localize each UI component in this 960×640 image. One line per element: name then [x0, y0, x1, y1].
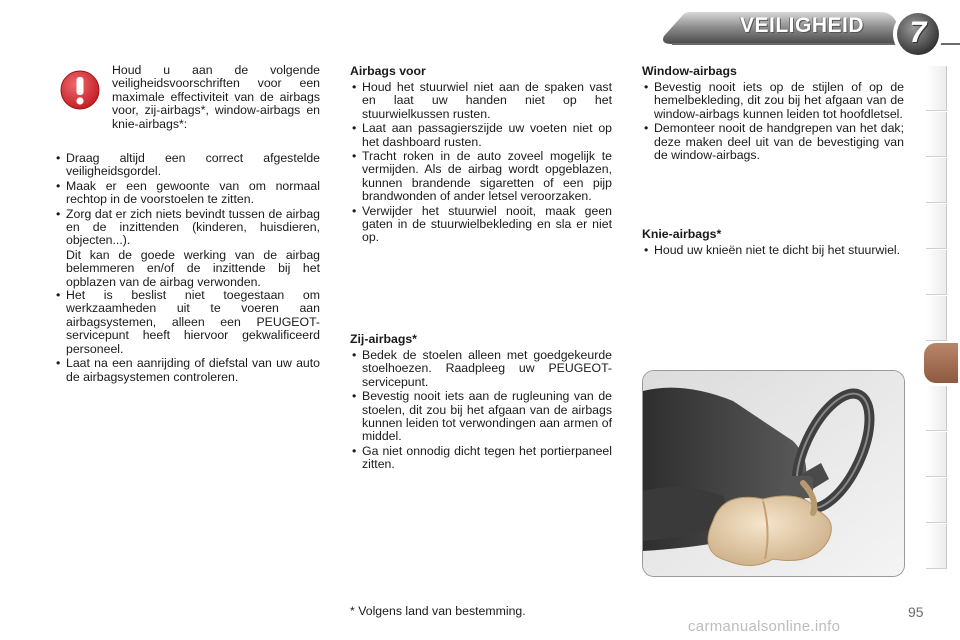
list-item: • Laat aan passagierszijde uw voeten niet op het dashboard rusten. — [350, 122, 612, 149]
chapter-title: VEILIGHEID — [739, 14, 864, 37]
chapter-tab[interactable] — [926, 478, 947, 523]
page-header — [0, 0, 960, 62]
chapter-tab-active[interactable] — [924, 343, 958, 383]
window-airbags-list — [642, 81, 904, 162]
watermark: carmanualsonline.info — [688, 618, 841, 635]
right-column — [642, 64, 904, 259]
list-item: • Bevestig nooit iets aan de rugleuning van de stoelen, dit zou bij het afgaan van de airbags kunnen leiden tot verwondingen aan armen of middel. — [350, 390, 612, 444]
list-item: • Draag altijd een correct afgestelde veiligheidsgordel. — [54, 152, 320, 179]
page-number: 95 — [908, 604, 924, 620]
chapter-tabs — [926, 66, 960, 576]
warning-block — [54, 64, 320, 150]
front-airbags-list — [350, 81, 612, 245]
warning-intro: Houd u aan de volgende veiligheidsvoorschriften voor een maximale effectiviteit van de airbags voor, zij-airbags*, window-airbags en knie-airbags*: — [112, 63, 320, 131]
chapter-tab[interactable] — [926, 158, 947, 203]
chapter-tab[interactable] — [926, 296, 947, 341]
chapter-tab[interactable] — [926, 66, 947, 111]
side-airbags-list — [350, 349, 612, 472]
list-item: • Verwijder het stuurwiel nooit, maak geen gaten in de stuurwielbekleding en sla er niet op. — [350, 205, 612, 245]
knee-airbag-illustration — [642, 370, 905, 577]
chapter-tab[interactable] — [926, 432, 947, 477]
list-item: • Bevestig nooit iets op de stijlen of op de hemelbekleding, dit zou bij het afgaan van de window-airbags kunnen leiden tot hoofdletsel. — [642, 81, 904, 121]
section-heading-side-airbags: Zij-airbags* — [350, 331, 417, 346]
list-item: • Houd uw knieën niet te dicht bij het stuurwiel. — [642, 244, 904, 257]
chapter-number: 7 — [909, 16, 927, 49]
chapter-tab[interactable] — [926, 250, 947, 295]
left-column — [54, 64, 320, 385]
list-item: • Houd het stuurwiel niet aan de spaken vast en laat uw handen niet op het stuurwielkussen rusten. — [350, 81, 612, 121]
list-item-continuation: Dit kan de goede werking van de airbag belemmeren en/of de inzittende bij het opblazen van de airbag verwonden. — [66, 247, 320, 289]
section-heading-window-airbags: Window-airbags — [642, 64, 737, 78]
section-heading-knee-airbags: Knie-airbags* — [642, 227, 722, 242]
illustration-graphic — [643, 371, 904, 576]
chapter-tab[interactable] — [926, 524, 947, 569]
list-item: • Het is beslist niet toegestaan om werkzaamheden uit te voeren aan airbagsystemen, alleen een PEUGEOT-servicepunt heeft hiervoor gekwalificeerd personeel. — [54, 289, 320, 356]
safety-rules-list — [54, 152, 320, 384]
middle-column — [350, 64, 612, 473]
list-item: • Bedek de stoelen alleen met goedgekeurde stoelhoezen. Raadpleeg uw PEUGEOT-servicepunt. — [350, 349, 612, 389]
list-item: • Ga niet onnodig dicht tegen het portierpaneel zitten. — [350, 445, 612, 472]
chapter-tab[interactable] — [926, 112, 947, 157]
footnote: * Volgens land van bestemming. — [350, 604, 526, 618]
section-heading-front-airbags: Airbags voor — [350, 64, 426, 78]
list-item: • Tracht roken in de auto zoveel mogelijk te vermijden. Als de airbag wordt opgeblazen, kunnen brandende sigaretten of een pijp brandwonden of ander letsel veroorzaken. — [350, 150, 612, 204]
list-item: • Maak er een gewoonte van om normaal rechtop in de voorstoelen te zitten. — [54, 180, 320, 207]
chapter-tab[interactable] — [926, 204, 947, 249]
list-item: • Zorg dat er zich niets bevindt tussen de airbag en de inzittenden (kinderen, huisdieren, objecten...). — [54, 208, 320, 248]
knee-airbags-list — [642, 244, 904, 257]
list-item: • Demonteer nooit de handgrepen van het dak; deze maken deel uit van de bevestiging van de window-airbags. — [642, 122, 904, 162]
chapter-tab[interactable] — [926, 386, 947, 431]
list-item: • Laat na een aanrijding of diefstal van uw auto de airbagsystemen controleren. — [54, 357, 320, 384]
exclamation-icon — [60, 70, 100, 110]
